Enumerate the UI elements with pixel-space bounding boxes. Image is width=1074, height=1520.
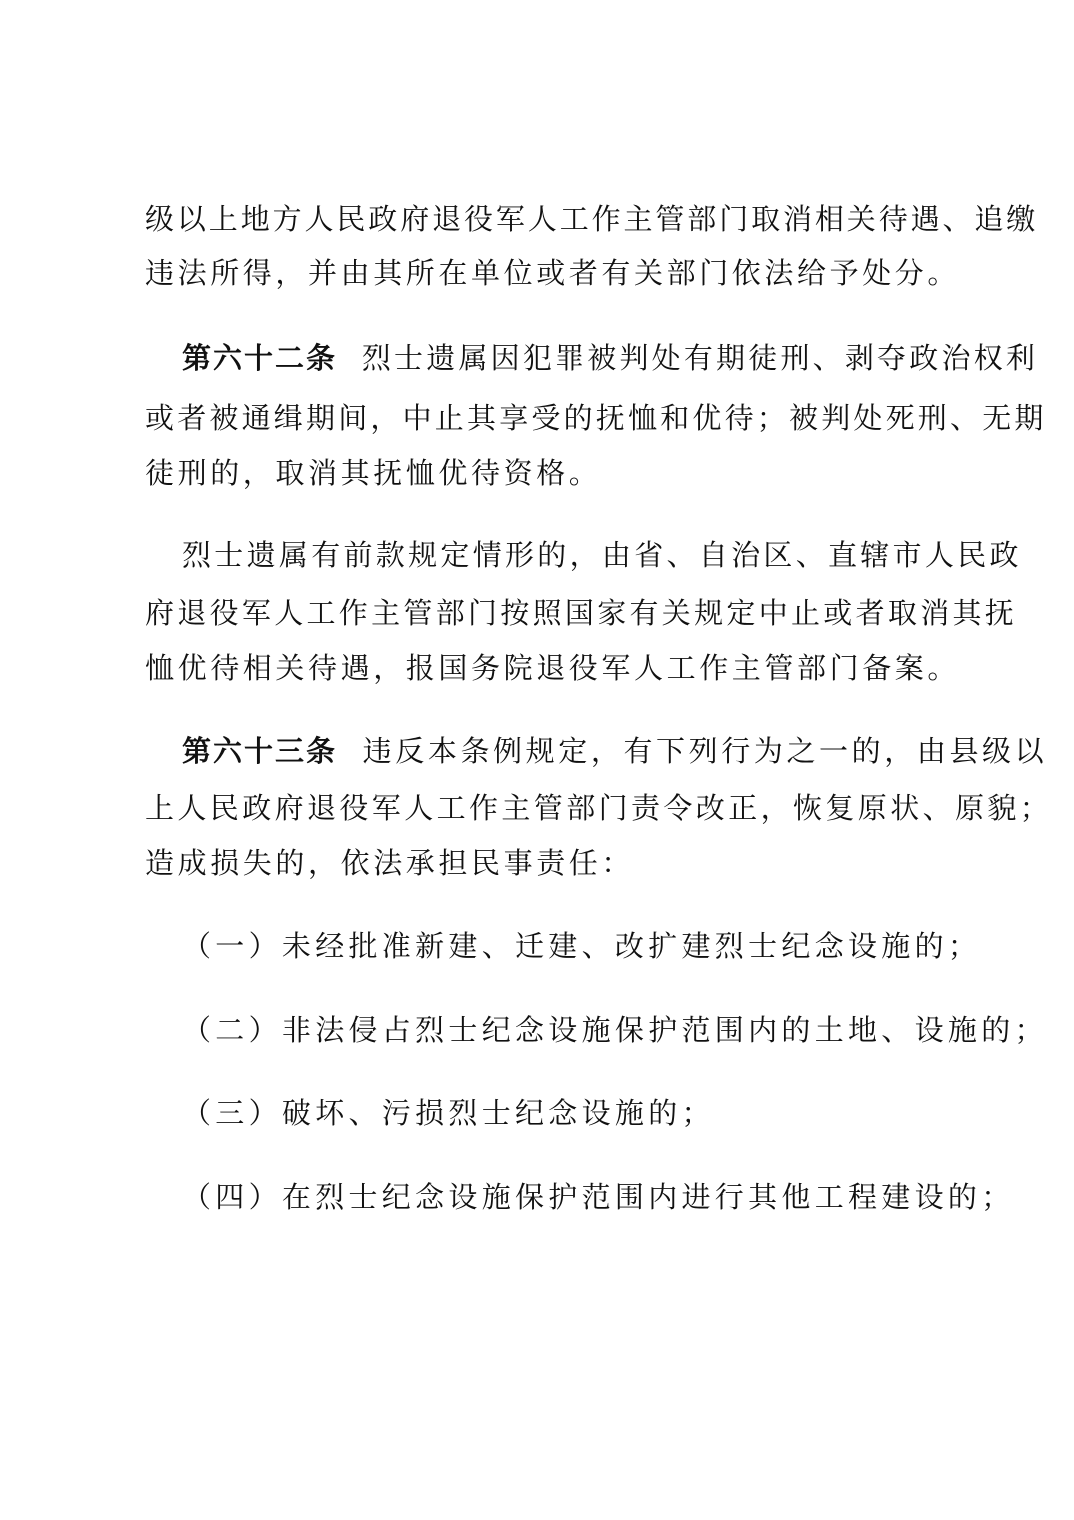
article-63-text: 违反本条例规定，有下列行为之一的，由县级以 [362, 734, 1048, 768]
article-62-first-line [182, 338, 1074, 378]
paragraph-line: 徒刑的，取消其抚恤优待资格。 [145, 456, 602, 490]
paragraph-line: 恤优待相关待遇，报国务院退役军人工作主管部门备案。 [145, 651, 961, 685]
article-62-heading: 第六十二条 [182, 341, 338, 375]
paragraph-line: 违法所得，并由其所在单位或者有关部门依法给予处分。 [145, 256, 961, 290]
paragraph-line: 烈士遗属有前款规定情形的，由省、自治区、直辖市人民政 [182, 538, 1022, 572]
article-63-first-line [182, 731, 1074, 771]
paragraph-line: 上人民政府退役军人工作主管部门责令改正，恢复原状、原貌； [145, 791, 1053, 825]
paragraph-line: 或者被通缉期间，中止其享受的抚恤和优待；被判处死刑、无期 [145, 401, 1047, 435]
article-63-heading: 第六十三条 [182, 734, 338, 768]
list-item: （三）破坏、污损烈士纪念设施的； [182, 1096, 715, 1130]
list-item: （一）未经批准新建、迁建、改扩建烈士纪念设施的； [182, 929, 982, 963]
paragraph-line: 级以上地方人民政府退役军人工作主管部门取消相关待遇、追缴 [145, 202, 1039, 236]
paragraph-line: 造成损失的，依法承担民事责任： [145, 846, 635, 880]
list-item: （四）在烈士纪念设施保护范围内进行其他工程建设的； [182, 1180, 1015, 1214]
article-62-text: 烈士遗属因犯罪被判处有期徒刑、剥夺政治权利 [361, 341, 1039, 375]
list-item: （二）非法侵占烈士纪念设施保护范围内的土地、设施的； [182, 1013, 1048, 1047]
paragraph-line: 府退役军人工作主管部门按照国家有关规定中止或者取消其抚 [145, 596, 1018, 630]
